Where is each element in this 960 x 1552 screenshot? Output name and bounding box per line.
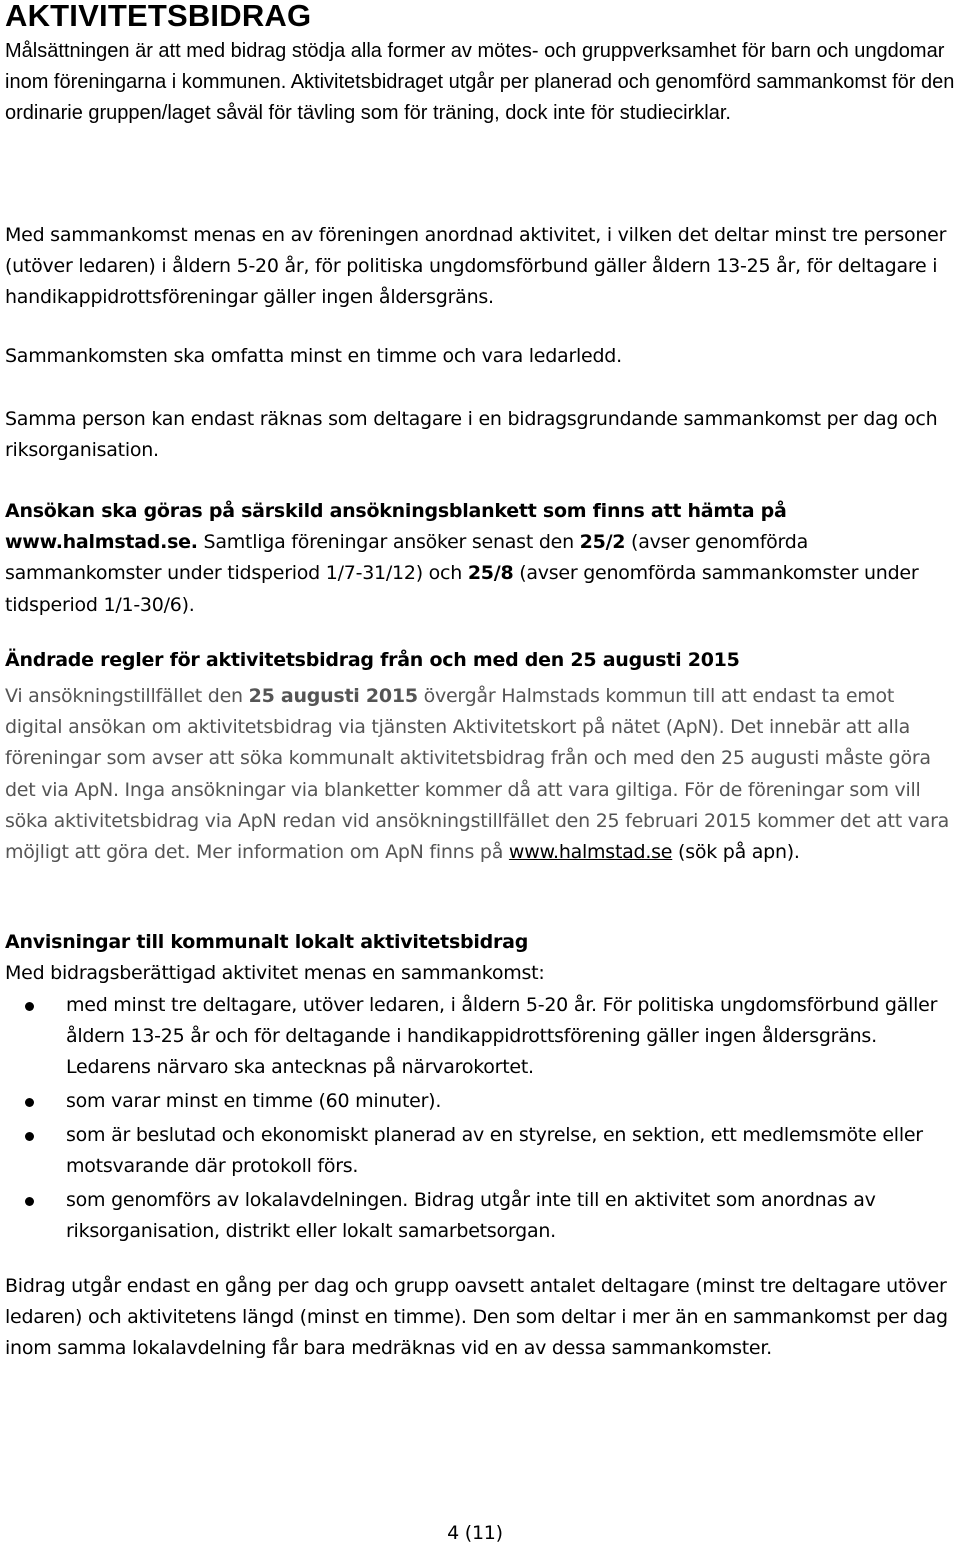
application-bold-lead: Ansökan ska göras på särskild ansökningsblankett som finns att hämta på www.halmstad.se. xyxy=(5,500,787,554)
application-text-2: (avser genomförda sammankomster under tidsperiod 1/7-31/12) och xyxy=(5,531,808,585)
page-title: AKTIVITETSBIDRAG xyxy=(5,0,312,33)
list-item xyxy=(5,1086,957,1117)
changed-rules-heading: Ändrade regler för aktivitetsbidrag från och med den 25 augusti 2015 xyxy=(5,649,740,671)
guidelines-lead: Med bidragsberättigad aktivitet menas en sammankomst: xyxy=(5,962,545,984)
list-item-text: som är beslutad och ekonomiskt planerad av en styrelse, en sektion, ett medlemsmöte eller motsvarande där protokoll förs. xyxy=(66,1124,923,1177)
bullet-icon xyxy=(25,1002,34,1011)
list-item-text: med minst tre deltagare, utöver ledaren, i åldern 5-20 år. För politiska ungdomsförbund gäller åldern 13-25 år och för deltagande i handikappidrottsförening gäller ingen åldersgräns. Ledarens närvaro ska antecknas på närvarokortet. xyxy=(66,994,938,1078)
application-date-1: 25/2 xyxy=(579,531,626,554)
application-date-2: 25/8 xyxy=(467,562,514,585)
changed-rules-text-1: Vi ansökningstillfället den xyxy=(5,685,249,707)
same-person-paragraph: Samma person kan endast räknas som deltagare i en bidragsgrundande sammankomst per dag och riksorganisation. xyxy=(5,408,938,462)
application-text-1: Samtliga föreningar ansöker senast den xyxy=(197,531,580,554)
list-item-text: som genomförs av lokalavdelningen. Bidrag utgår inte till en aktivitet som anordnas av riksorganisation, distrikt eller lokalt samarbetsorgan. xyxy=(66,1189,876,1242)
changed-rules-paragraph xyxy=(5,681,957,868)
halmstad-link[interactable]: www.halmstad.se xyxy=(508,841,673,864)
bullet-icon xyxy=(25,1132,34,1141)
once-per-day-paragraph: Bidrag utgår endast en gång per dag och grupp oavsett antalet deltagare (minst tre deltagare utöver ledaren) och aktivitetens längd (minst en timme). Den som deltar i mer än en sammankomst per dag inom samma lokalavdelning får bara medräknas vid en av dessa sammankomster. xyxy=(5,1275,948,1360)
guidelines-heading: Anvisningar till kommunalt lokalt aktivitetsbidrag xyxy=(5,931,529,953)
changed-rules-text-2: övergår Halmstads kommun till att endast ta emot digital ansökan om aktivitetsbidrag via tjänsten Aktivitetskort på nätet (ApN). Det innebär att alla föreningar som avser att söka kommunalt aktivitetsbidrag från och med den 25 augusti måste göra det via ApN. Inga ansökningar via blanketter kommer då att vara giltiga. För de föreningar som vill söka aktivitetsbidrag via ApN redan vid ansökningstillfället den 25 februari 2015 kommer det att vara möjligt att göra det. Mer information om ApN finns på xyxy=(5,685,950,864)
bullet-icon xyxy=(25,1197,34,1206)
page-number: 4 (11) xyxy=(447,1522,503,1544)
bullet-icon xyxy=(25,1098,34,1107)
intro-paragraph: Målsättningen är att med bidrag stödja alla former av mötes- och gruppverksamhet för barn och ungdomar inom föreningarna i kommunen. Aktivitetsbidraget utgår per planerad och genomförd sammankomst för den ordinarie gruppen/laget såväl för tävling som för träning, dock inte för studiecirklar. xyxy=(5,40,955,124)
list-item-text: som varar minst en timme (60 minuter). xyxy=(66,1090,442,1112)
application-text-3: (avser genomförda sammankomster under tidsperiod 1/1-30/6). xyxy=(5,562,919,616)
definition-paragraph: Med sammankomst menas en av föreningen anordnad aktivitet, i vilken det deltar minst tre personer (utöver ledaren) i åldern 5-20 år, för politiska ungdomsförbund gäller åldern 13-25 år, för deltagare i handikappidrottsföreningar gäller ingen åldersgräns. xyxy=(5,224,947,309)
duration-paragraph: Sammankomsten ska omfatta minst en timme och vara ledarledd. xyxy=(5,345,622,367)
list-item xyxy=(5,990,957,1083)
list-item xyxy=(5,1185,957,1247)
changed-rules-text-3: (sök på apn). xyxy=(672,841,800,864)
guidelines-list xyxy=(5,990,957,1250)
changed-rules-bold-date: 25 augusti 2015 xyxy=(248,685,418,707)
application-paragraph xyxy=(5,496,957,621)
list-item xyxy=(5,1120,957,1182)
